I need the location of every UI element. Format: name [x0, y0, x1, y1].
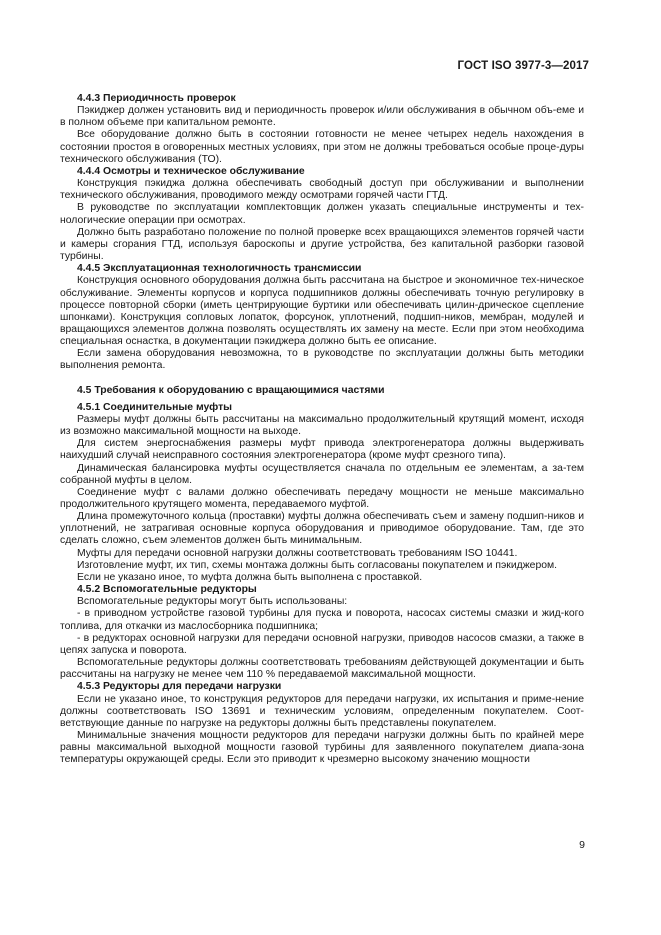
section-heading-4-4-5: 4.4.5 Эксплуатационная технологичность трансмиссии — [77, 263, 362, 275]
paragraph: Динамическая балансировка муфты осуществляется сначала по отдельным ее элементам, а за-тем собранной муфты в целом. — [60, 462, 584, 486]
paragraph: Муфты для передачи основной нагрузки должны соответствовать требованиям ISO 10441. — [77, 547, 518, 559]
paragraph: Вспомогательные редукторы должны соответствовать требованиям действующей документации и быть рассчитаны на нагрузку не менее чем 110 % передаваемой максимальной мощности. — [60, 657, 584, 681]
section-heading-4-5: 4.5 Требования к оборудованию с вращающимися частями — [77, 384, 385, 396]
document-header: ГОСТ ISO 3977-3—2017 — [457, 60, 589, 72]
section-heading-4-5-1: 4.5.1 Соединительные муфты — [77, 401, 233, 413]
paragraph: Пэкиджер должен установить вид и периодичность проверок и/или обслуживания в обычном объ-еме и в полном объеме при капитальном ремонте. — [60, 105, 584, 129]
paragraph: Если не указано иное, то конструкция редукторов для передачи нагрузки, их испытания и приме-нение должны соответствовать ISO 13691 и техническим условиям, определенным покупателем. Соот-ветствующие данные по нагрузке на редукторы должны быть представлены покупателем. — [60, 693, 584, 729]
paragraph: Изготовление муфт, их тип, схемы монтажа должны быть согласованы покупателем и пэкиджером. — [77, 559, 558, 571]
paragraph: Все оборудование должно быть в состоянии готовности не менее четырех недель нахождения в состоянии простоя в оговоренных местных условиях, при этом не должны требоваться особые проце-дуры технического обслуживания (ТО). — [60, 129, 584, 165]
paragraph: Для систем энергоснабжения размеры муфт привода электрогенератора должны выдерживать наихудший случай неисправного состояния электрогенератора (кроме муфт срезного типа). — [60, 438, 584, 462]
paragraph: Должно быть разработано положение по полной проверке всех вращающихся элементов горячей части и камеры сгорания ГТД, используя бароскопы и другие устройства, без капитальной разборки газовой турбины. — [60, 226, 584, 263]
paragraph: Размеры муфт должны быть рассчитаны на максимально продолжительный крутящий момент, исходя из возможно максимальной мощности на выходе. — [60, 413, 584, 438]
paragraph: Соединение муфт с валами должно обеспечивать передачу мощности не меньше максимально продолжительного крутящего момента, передаваемого муфтой. — [60, 486, 584, 510]
paragraph: Конструкция пэкиджа должна обеспечивать свободный доступ при обслуживании и выполнении технического обслуживания, проводимого между осмотрами горячей части ГТД. — [60, 178, 584, 202]
section-heading-4-4-4: 4.4.4 Осмотры и техническое обслуживание — [77, 165, 305, 177]
section-heading-4-4-3: 4.4.3 Периодичность проверок — [77, 93, 236, 104]
paragraph: Конструкция основного оборудования должна быть рассчитана на быстрое и экономичное тех-ническое обслуживание. Элементы корпусов и корпуса подшипников должны обеспечивать точную регулировку в процессе повторной сборки (иметь центрирующие буртики или обеспечивать цилин-дрическое сцепление шпонками). Конструкция сопловых лопаток, форсунок, уплотнений, подшип-ников, мембран, модулей и вращающихся элементов должна позволять осуществлять их замену на месте. Если при этом необходима специальная оснастка, в документации пэкиджера должно быть ее описание. — [60, 275, 584, 348]
paragraph: Если не указано иное, то муфта должна быть выполнена с проставкой. — [77, 571, 423, 583]
paragraph: Минимальные значения мощности редукторов для передачи нагрузки должны быть по крайней мере равны максимальной выходной мощности газовой турбины для заявленного покупателем диапа-зона температуры окружающей среды. Если это приводит к чрезмерно высокому значению мощности — [60, 729, 584, 766]
section-heading-4-5-2: 4.5.2 Вспомогательные редукторы — [77, 584, 257, 596]
document-body — [60, 93, 584, 766]
paragraph: Вспомогательные редукторы могут быть использованы: — [77, 596, 348, 608]
section-heading-4-5-3: 4.5.3 Редукторы для передачи нагрузки — [77, 681, 282, 693]
paragraph: В руководстве по эксплуатации комплектовщик должен указать специальные инструменты и тех-нологические операции при осмотрах. — [60, 202, 584, 226]
list-item: - в редукторах основной нагрузки для передачи основной нагрузки, приводов насосов смазки, а также в цепях запуска и поворота. — [60, 632, 584, 656]
paragraph: Если замена оборудования невозможна, то в руководстве по эксплуатации должны быть методики выполнения ремонта. — [60, 348, 584, 372]
page-number: 9 — [579, 839, 585, 851]
list-item: - в приводном устройстве газовой турбины для пуска и поворота, насосах системы смазки и жид-кого топлива, для откачки из маслосборника подшипника; — [60, 608, 584, 632]
paragraph: Длина промежуточного кольца (проставки) муфты должна обеспечивать съем и замену подшип-ников и уплотнений, не затрагивая основные корпуса оборудования и приводимое оборудование. Там, где это сделать сложно, съем элементов должен быть минимальным. — [60, 511, 584, 547]
